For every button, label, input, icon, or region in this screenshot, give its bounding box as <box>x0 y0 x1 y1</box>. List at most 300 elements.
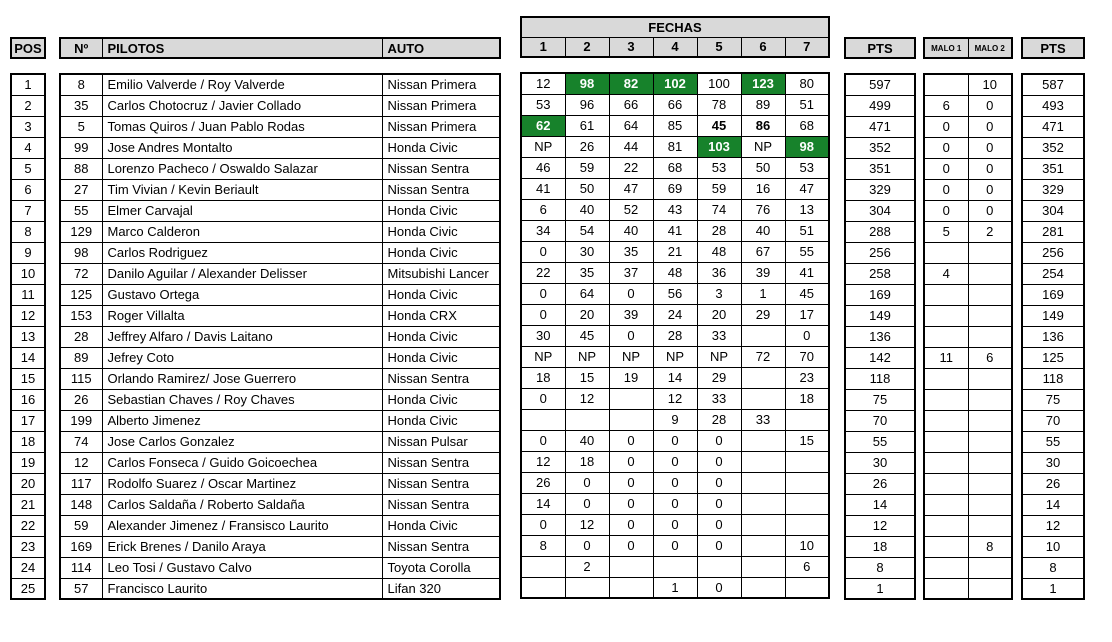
fecha-score-cell: 61 <box>565 115 609 136</box>
malo2-cell <box>968 431 1012 452</box>
malo2-cell <box>968 305 1012 326</box>
pilots-cell: Tim Vivian / Kevin Beriault <box>102 179 382 200</box>
fecha-score-cell: 46 <box>521 157 565 178</box>
spacer <box>10 16 46 37</box>
malo2-cell <box>968 368 1012 389</box>
fecha-score-cell: 70 <box>785 346 829 367</box>
final-pts-cell: 471 <box>1022 116 1084 137</box>
table-row <box>60 515 500 536</box>
table-row <box>521 94 829 115</box>
pilots-cell: Leo Tosi / Gustavo Calvo <box>102 557 382 578</box>
table-row <box>11 578 45 599</box>
car-cell: Honda Civic <box>382 410 500 431</box>
gross-pts-cell: 304 <box>845 200 915 221</box>
pts-table <box>844 73 916 600</box>
pilots-cell: Francisco Laurito <box>102 578 382 599</box>
gross-pts-cell: 169 <box>845 284 915 305</box>
car-cell: Honda Civic <box>382 200 500 221</box>
car-cell: Honda Civic <box>382 137 500 158</box>
pilots-cell: Jose Andres Montalto <box>102 137 382 158</box>
table-row <box>11 158 45 179</box>
final-pts-cell: 281 <box>1022 221 1084 242</box>
malo1-cell <box>924 452 968 473</box>
fecha-score-cell: 0 <box>521 241 565 262</box>
fecha-score-cell <box>741 472 785 493</box>
gap <box>520 58 830 72</box>
car-cell: Nissan Pulsar <box>382 431 500 452</box>
malo1-cell <box>924 326 968 347</box>
fecha-score-cell: 16 <box>741 178 785 199</box>
position-cell: 7 <box>11 200 45 221</box>
table-row <box>1022 200 1084 221</box>
fecha-score-cell <box>785 514 829 535</box>
table-row <box>1022 431 1084 452</box>
position-cell: 3 <box>11 116 45 137</box>
table-row <box>1022 242 1084 263</box>
table-row <box>11 536 45 557</box>
table-row <box>845 242 915 263</box>
table-row <box>1022 137 1084 158</box>
fecha-score-cell: 0 <box>609 325 653 346</box>
malo2-cell <box>968 263 1012 284</box>
gross-pts-cell: 14 <box>845 494 915 515</box>
table-row <box>845 284 915 305</box>
fecha-score-cell: 48 <box>653 262 697 283</box>
fecha-score-cell: 0 <box>521 283 565 304</box>
car-number-cell: 88 <box>60 158 102 179</box>
car-cell: Nissan Primera <box>382 95 500 116</box>
fecha-score-cell: 103 <box>697 136 741 157</box>
fecha-score-cell: 102 <box>653 73 697 94</box>
fecha-score-cell: 0 <box>653 451 697 472</box>
fecha-score-cell: NP <box>609 346 653 367</box>
table-row <box>60 200 500 221</box>
fecha-score-cell: 44 <box>609 136 653 157</box>
table-row <box>845 179 915 200</box>
table-row <box>1022 305 1084 326</box>
table-row <box>1022 326 1084 347</box>
fechas-title: FECHAS <box>521 17 829 37</box>
fecha-score-cell: 81 <box>653 136 697 157</box>
malo1-cell <box>924 515 968 536</box>
table-row <box>1022 452 1084 473</box>
gross-pts-cell: 70 <box>845 410 915 431</box>
malo2-cell: 6 <box>968 347 1012 368</box>
position-cell: 16 <box>11 389 45 410</box>
table-row <box>521 409 829 430</box>
fecha-score-cell: 47 <box>785 178 829 199</box>
total-pts-table <box>1021 73 1085 600</box>
fecha-score-cell: 123 <box>741 73 785 94</box>
pts-header-table <box>844 37 916 59</box>
malo2-cell <box>968 389 1012 410</box>
position-cell: 4 <box>11 137 45 158</box>
car-number-cell: 115 <box>60 368 102 389</box>
final-pts-cell: 12 <box>1022 515 1084 536</box>
malo2-cell <box>968 452 1012 473</box>
fecha-score-cell: 98 <box>565 73 609 94</box>
malo2-cell: 0 <box>968 95 1012 116</box>
malo1-cell <box>924 410 968 431</box>
fecha-score-cell <box>609 388 653 409</box>
table-row <box>11 200 45 221</box>
malo2-cell <box>968 410 1012 431</box>
fecha-score-cell: NP <box>565 346 609 367</box>
car-number-cell: 199 <box>60 410 102 431</box>
fecha-score-cell: 0 <box>565 493 609 514</box>
table-row <box>60 95 500 116</box>
fecha-score-cell: 53 <box>785 157 829 178</box>
final-pts-cell: 169 <box>1022 284 1084 305</box>
car-number-cell: 57 <box>60 578 102 599</box>
fecha-score-cell: 51 <box>785 220 829 241</box>
fecha-score-cell: 0 <box>521 430 565 451</box>
fecha-score-cell: 39 <box>741 262 785 283</box>
malo1-cell <box>924 473 968 494</box>
table-row <box>924 473 1012 494</box>
table-row <box>11 263 45 284</box>
malo2-cell: 10 <box>968 74 1012 95</box>
malo2-cell: 8 <box>968 536 1012 557</box>
car-number-cell: 26 <box>60 389 102 410</box>
pilots-cell: Jose Carlos Gonzalez <box>102 431 382 452</box>
final-pts-cell: 8 <box>1022 557 1084 578</box>
table-row <box>845 389 915 410</box>
table-row <box>845 74 915 95</box>
fecha-score-cell: 0 <box>653 535 697 556</box>
fecha-score-cell <box>741 451 785 472</box>
table-row <box>924 578 1012 599</box>
malo2-cell: 0 <box>968 179 1012 200</box>
fecha-score-cell: 15 <box>565 367 609 388</box>
gross-pts-cell: 118 <box>845 368 915 389</box>
table-row <box>845 368 915 389</box>
fecha-score-cell: 40 <box>565 430 609 451</box>
fecha-score-cell: 18 <box>785 388 829 409</box>
final-pts-cell: 26 <box>1022 473 1084 494</box>
table-row <box>1022 536 1084 557</box>
table-row <box>521 283 829 304</box>
table-row <box>60 368 500 389</box>
table-row <box>11 494 45 515</box>
table-row <box>60 347 500 368</box>
table-row <box>11 473 45 494</box>
table-row <box>60 74 500 95</box>
pos-header-table <box>10 37 46 59</box>
fecha-score-cell: 1 <box>741 283 785 304</box>
pilots-cell: Erick Brenes / Danilo Araya <box>102 536 382 557</box>
pos-header: POS <box>11 38 45 58</box>
table-row <box>1022 368 1084 389</box>
fecha-score-cell: 67 <box>741 241 785 262</box>
table-row <box>924 326 1012 347</box>
table-row <box>1022 389 1084 410</box>
fecha-score-cell: 28 <box>653 325 697 346</box>
car-cell: Honda CRX <box>382 305 500 326</box>
table-row <box>60 557 500 578</box>
gross-pts-cell: 149 <box>845 305 915 326</box>
table-row <box>1022 410 1084 431</box>
malo2-cell: 0 <box>968 158 1012 179</box>
fecha-col-header: 7 <box>785 37 829 57</box>
table-row <box>845 536 915 557</box>
fecha-score-cell: 10 <box>785 535 829 556</box>
car-cell: Nissan Sentra <box>382 179 500 200</box>
table-row <box>521 325 829 346</box>
position-cell: 10 <box>11 263 45 284</box>
final-pts-cell: 14 <box>1022 494 1084 515</box>
fecha-score-cell: 8 <box>521 535 565 556</box>
pilots-cell: Carlos Saldaña / Roberto Saldaña <box>102 494 382 515</box>
pilotos-header: PILOTOS <box>102 38 382 58</box>
fecha-score-cell <box>565 409 609 430</box>
final-pts-cell: 1 <box>1022 578 1084 599</box>
car-cell: Nissan Sentra <box>382 452 500 473</box>
fecha-score-cell: 55 <box>785 241 829 262</box>
pilots-cell: Orlando Ramirez/ Jose Guerrero <box>102 368 382 389</box>
table-row <box>845 221 915 242</box>
table-row <box>521 535 829 556</box>
table-row <box>924 389 1012 410</box>
malo1-cell <box>924 284 968 305</box>
table-row <box>521 262 829 283</box>
position-cell: 19 <box>11 452 45 473</box>
fecha-score-cell: 0 <box>609 430 653 451</box>
table-row <box>924 200 1012 221</box>
fecha-score-cell: 0 <box>653 514 697 535</box>
position-cell: 14 <box>11 347 45 368</box>
position-cell: 21 <box>11 494 45 515</box>
malo2-cell <box>968 557 1012 578</box>
table-row <box>11 221 45 242</box>
fecha-score-cell: 0 <box>653 472 697 493</box>
table-row <box>521 556 829 577</box>
table-row <box>11 389 45 410</box>
fecha-score-cell <box>741 577 785 598</box>
table-row <box>924 137 1012 158</box>
fecha-score-cell: 15 <box>785 430 829 451</box>
table-row <box>521 136 829 157</box>
table-row <box>1022 578 1084 599</box>
fecha-score-cell: 0 <box>521 514 565 535</box>
fecha-score-cell <box>785 451 829 472</box>
fechas-column <box>520 16 830 599</box>
fecha-score-cell: 33 <box>697 388 741 409</box>
car-number-cell: 148 <box>60 494 102 515</box>
table-row <box>60 116 500 137</box>
fecha-score-cell: NP <box>521 136 565 157</box>
table-row <box>60 326 500 347</box>
fecha-score-cell: NP <box>697 346 741 367</box>
final-pts-cell: 329 <box>1022 179 1084 200</box>
malo1-cell: 6 <box>924 95 968 116</box>
gross-pts-cell: 352 <box>845 137 915 158</box>
table-row <box>60 305 500 326</box>
fecha-score-cell: 0 <box>609 283 653 304</box>
table-row <box>11 557 45 578</box>
table-row <box>521 451 829 472</box>
table-row <box>521 577 829 598</box>
malo2-cell <box>968 515 1012 536</box>
fecha-score-cell: 23 <box>785 367 829 388</box>
fecha-score-cell: 28 <box>697 409 741 430</box>
pilots-cell: Jeffrey Alfaro / Davis Laitano <box>102 326 382 347</box>
fecha-col-header: 3 <box>609 37 653 57</box>
car-number-cell: 8 <box>60 74 102 95</box>
table-row <box>60 431 500 452</box>
spacer <box>1021 16 1085 37</box>
fecha-score-cell: 6 <box>521 199 565 220</box>
table-row <box>845 158 915 179</box>
fecha-score-cell: 21 <box>653 241 697 262</box>
fecha-score-cell: 66 <box>653 94 697 115</box>
fecha-score-cell: 39 <box>609 304 653 325</box>
pilots-cell: Lorenzo Pacheco / Oswaldo Salazar <box>102 158 382 179</box>
pilots-cell: Danilo Aguilar / Alexander Delisser <box>102 263 382 284</box>
table-row <box>845 473 915 494</box>
gross-pts-cell: 1 <box>845 578 915 599</box>
table-row <box>924 305 1012 326</box>
fecha-col-header: 5 <box>697 37 741 57</box>
fecha-score-cell: 35 <box>609 241 653 262</box>
fecha-score-cell: 86 <box>741 115 785 136</box>
position-cell: 11 <box>11 284 45 305</box>
pilots-cell: Sebastian Chaves / Roy Chaves <box>102 389 382 410</box>
fecha-score-cell: 64 <box>609 115 653 136</box>
fecha-score-cell: 12 <box>565 388 609 409</box>
malo1-cell <box>924 536 968 557</box>
fecha-score-cell: 41 <box>785 262 829 283</box>
fecha-score-cell: NP <box>521 346 565 367</box>
position-cell: 25 <box>11 578 45 599</box>
pts-column <box>844 16 916 600</box>
gross-pts-cell: 597 <box>845 74 915 95</box>
car-cell: Lifan 320 <box>382 578 500 599</box>
fecha-score-cell: 76 <box>741 199 785 220</box>
car-number-cell: 117 <box>60 473 102 494</box>
gap <box>59 59 501 73</box>
malo1-cell: 0 <box>924 200 968 221</box>
malo1-cell: 0 <box>924 179 968 200</box>
fecha-score-cell <box>785 472 829 493</box>
final-pts-cell: 256 <box>1022 242 1084 263</box>
table-row <box>924 431 1012 452</box>
fecha-col-header: 2 <box>565 37 609 57</box>
fecha-score-cell <box>741 556 785 577</box>
fecha-score-cell: NP <box>741 136 785 157</box>
table-row <box>521 199 829 220</box>
pilots-cell: Carlos Fonseca / Guido Goicoechea <box>102 452 382 473</box>
fecha-score-cell: 45 <box>785 283 829 304</box>
position-cell: 24 <box>11 557 45 578</box>
pilots-cell: Tomas Quiros / Juan Pablo Rodas <box>102 116 382 137</box>
gross-pts-cell: 12 <box>845 515 915 536</box>
fecha-score-cell <box>741 325 785 346</box>
fecha-score-cell <box>697 556 741 577</box>
car-number-cell: 27 <box>60 179 102 200</box>
fecha-score-cell: 48 <box>697 241 741 262</box>
drivers-table <box>59 73 501 600</box>
fecha-score-cell: 1 <box>653 577 697 598</box>
pts-header: PTS <box>845 38 915 58</box>
final-pts-cell: 149 <box>1022 305 1084 326</box>
fecha-score-cell: 29 <box>697 367 741 388</box>
table-row <box>924 221 1012 242</box>
table-row <box>845 431 915 452</box>
malo1-cell <box>924 305 968 326</box>
table-row <box>924 410 1012 431</box>
pilots-cell: Carlos Chotocruz / Javier Collado <box>102 95 382 116</box>
gross-pts-cell: 258 <box>845 263 915 284</box>
table-row <box>1022 494 1084 515</box>
pilots-cell: Marco Calderon <box>102 221 382 242</box>
car-number-cell: 74 <box>60 431 102 452</box>
fecha-score-cell: 100 <box>697 73 741 94</box>
fecha-score-cell: 13 <box>785 199 829 220</box>
fecha-score-cell: 62 <box>521 115 565 136</box>
gross-pts-cell: 30 <box>845 452 915 473</box>
final-pts-cell: 351 <box>1022 158 1084 179</box>
table-row <box>924 158 1012 179</box>
fecha-score-cell: 34 <box>521 220 565 241</box>
table-row <box>924 347 1012 368</box>
malo1-cell: 5 <box>924 221 968 242</box>
auto-header: AUTO <box>382 38 500 58</box>
fecha-score-cell: 0 <box>697 472 741 493</box>
fecha-score-cell <box>785 409 829 430</box>
fecha-score-cell <box>521 556 565 577</box>
fecha-score-cell: 24 <box>653 304 697 325</box>
table-row <box>521 178 829 199</box>
fecha-score-cell: 30 <box>521 325 565 346</box>
position-cell: 6 <box>11 179 45 200</box>
total-pts-column <box>1021 16 1085 600</box>
position-cell: 12 <box>11 305 45 326</box>
fecha-score-cell: 89 <box>741 94 785 115</box>
table-row <box>1022 347 1084 368</box>
fecha-score-cell: 82 <box>609 73 653 94</box>
table-row <box>924 95 1012 116</box>
fecha-score-cell <box>741 493 785 514</box>
table-row <box>521 304 829 325</box>
table-row <box>924 263 1012 284</box>
car-number-cell: 72 <box>60 263 102 284</box>
fecha-score-cell: 45 <box>565 325 609 346</box>
table-row <box>60 389 500 410</box>
spacer <box>923 16 1013 37</box>
malo2-cell: 0 <box>968 137 1012 158</box>
malo2-cell <box>968 242 1012 263</box>
car-number-cell: 59 <box>60 515 102 536</box>
fecha-score-cell: 74 <box>697 199 741 220</box>
final-pts-cell: 118 <box>1022 368 1084 389</box>
gross-pts-cell: 18 <box>845 536 915 557</box>
fecha-score-cell: 56 <box>653 283 697 304</box>
table-row <box>845 452 915 473</box>
fecha-score-cell: 54 <box>565 220 609 241</box>
table-row <box>11 284 45 305</box>
fecha-score-cell: 35 <box>565 262 609 283</box>
fecha-score-cell: 50 <box>741 157 785 178</box>
table-row <box>521 367 829 388</box>
car-cell: Nissan Sentra <box>382 536 500 557</box>
fecha-score-cell: 9 <box>653 409 697 430</box>
fecha-score-cell: 0 <box>697 493 741 514</box>
car-cell: Nissan Sentra <box>382 158 500 179</box>
gross-pts-cell: 8 <box>845 557 915 578</box>
malo1-cell <box>924 578 968 599</box>
fecha-score-cell: 12 <box>521 451 565 472</box>
